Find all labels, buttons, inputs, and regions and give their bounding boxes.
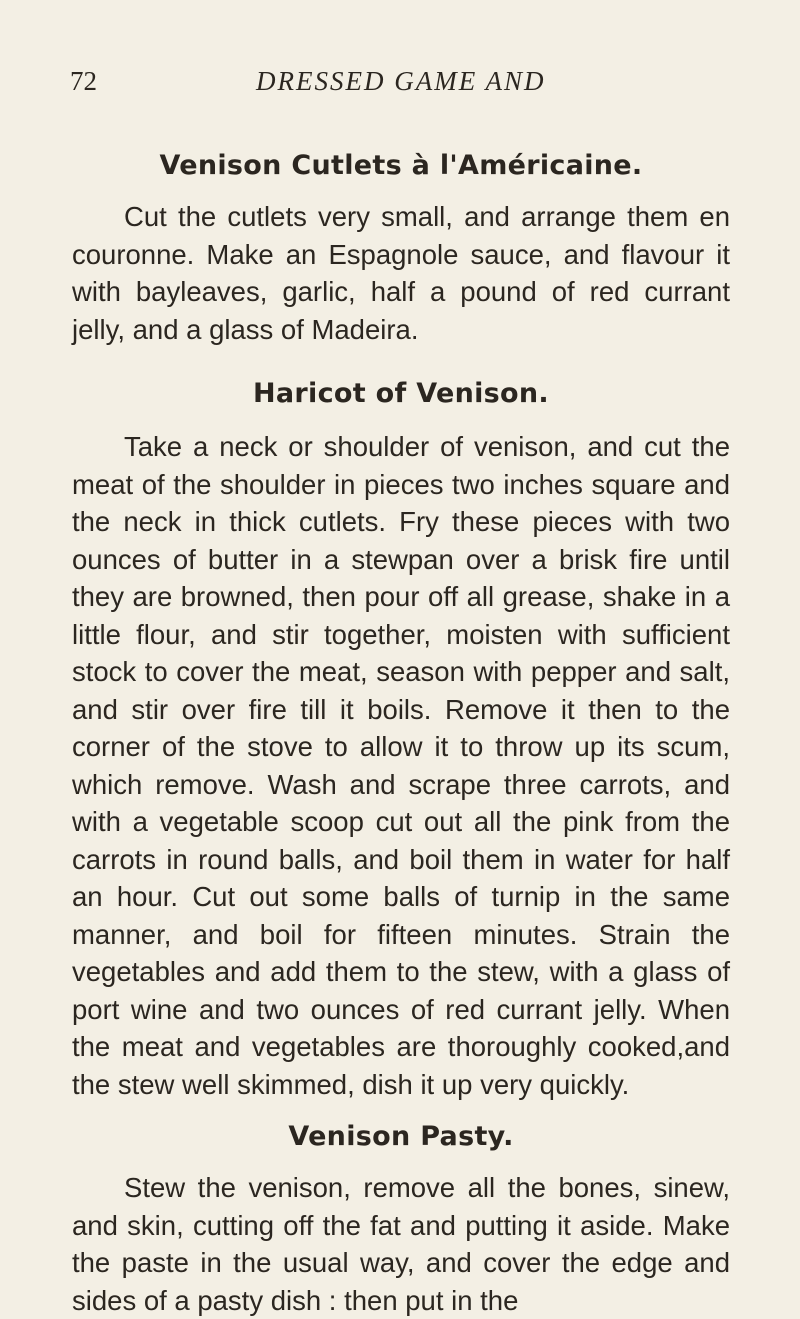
page-content	[72, 140, 730, 1319]
section-heading-venison-cutlets: Venison Cutlets à l'Américaine.	[159, 150, 643, 181]
section-heading-haricot-of-venison: Haricot of Venison.	[253, 378, 549, 409]
section-body-haricot-of-venison: Take a neck or shoulder of venison, and cut the meat of the shoulder in pieces two inches square and the neck in thick cutlets. Fry these pieces with two ounces of butter in a stewpan over a brisk fire until they are browned, then pour off all grease, shake in a little flour, and stir together, moisten with sufficient stock to cover the meat, season with pepper and salt, and stir over fire till it boils. Remove it then to the corner of the stove to allow it to throw up its scum, which remove. Wash and scrape three carrots, and with a vegetable scoop cut out all the pink from the carrots in round balls, and boil them in water for half an hour. Cut out some balls of turnip in the same manner, and boil for fifteen minutes. Strain the vegetables and add them to the stew, with a glass of port wine and two ounces of red currant jelly. When the meat and vegetables are thoroughly cooked,and the stew well skimmed, dish it up very quickly.	[72, 431, 730, 1100]
running-head	[70, 66, 730, 106]
section-body-venison-cutlets: Cut the cutlets very small, and arrange them en couronne. Make an Espagnole sauce, and flavour it with bayleaves, garlic, half a pound of red currant jelly, and a glass of Madeira.	[72, 201, 730, 345]
running-title: DRESSED GAME AND	[256, 66, 546, 96]
section-body-venison-pasty: Stew the venison, remove all the bones, sinew, and skin, cutting off the fat and putting it aside. Make the paste in the usual way, and cover the edge and sides of a pasty dish : then put in the	[72, 1172, 730, 1316]
section-heading-venison-pasty: Venison Pasty.	[288, 1121, 514, 1152]
page-number: 72	[70, 66, 97, 96]
